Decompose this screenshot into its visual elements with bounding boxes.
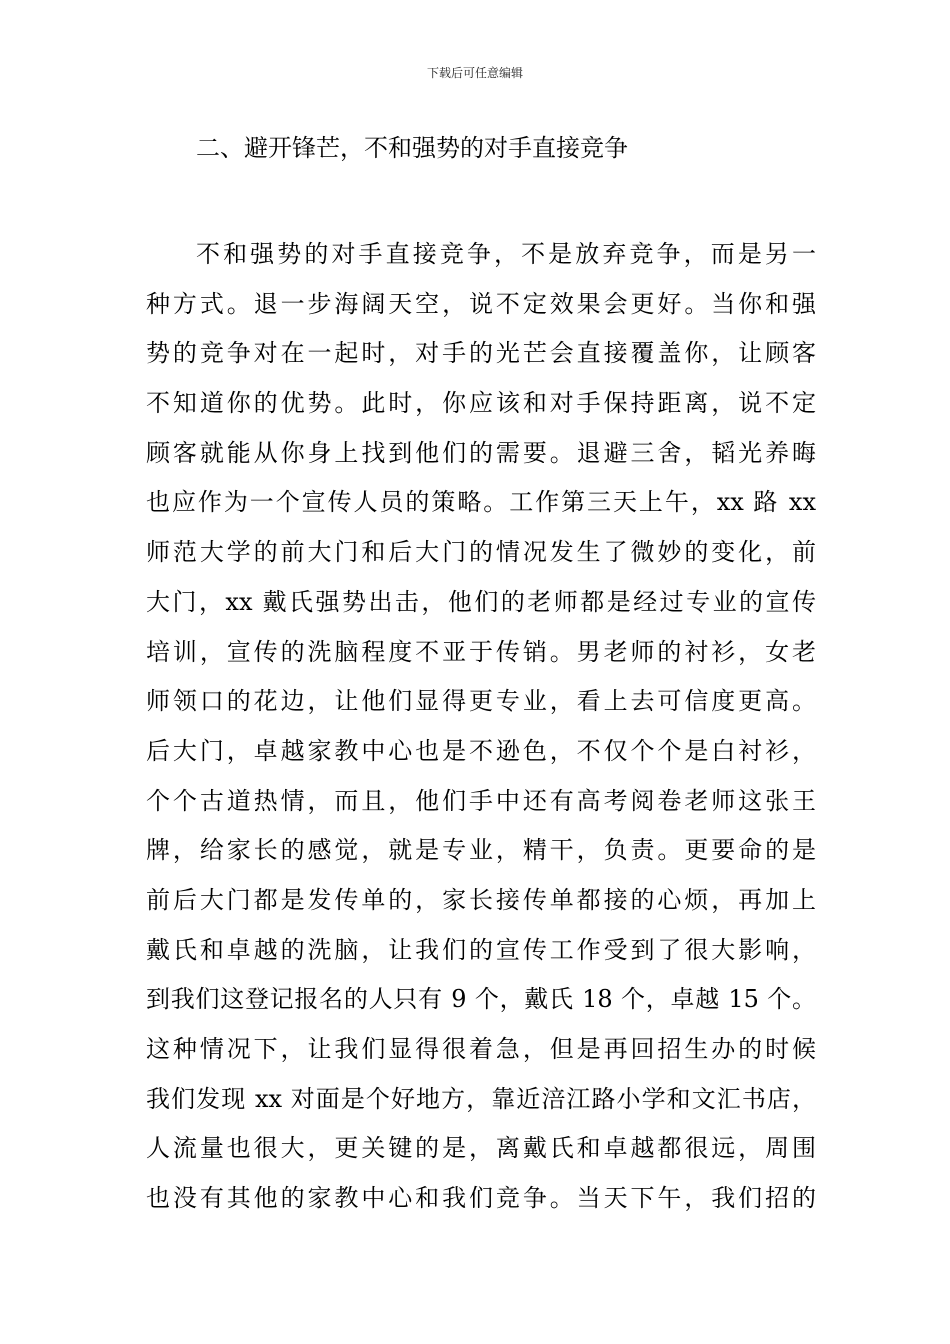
body-line: 师领口的花边，让他们显得更专业，看上去可信度更高。 <box>146 687 816 716</box>
body-line: 戴氏和卓越的洗脑，让我们的宣传工作受到了很大影响， <box>146 935 816 964</box>
body-line: 顾客就能从你身上找到他们的需要。退避三舍，韬光养晦 <box>146 438 816 467</box>
body-line: 到我们这登记报名的人只有 9 个，戴氏 18 个，卓越 15 个。 <box>146 985 816 1014</box>
body-line: 人流量也很大，更关键的是，离戴氏和卓越都很远，周围 <box>146 1134 816 1163</box>
body-line: 后大门，卓越家教中心也是不逊色，不仅个个是白衬衫， <box>146 736 816 765</box>
body-line: 势的竞争对在一起时，对手的光芒会直接覆盖你，让顾客 <box>146 339 816 368</box>
body-line: 大门，xx 戴氏强势出击，他们的老师都是经过专业的宣传 <box>146 587 816 616</box>
body-line: 培训，宣传的洗脑程度不亚于传销。男老师的衬衫，女老 <box>146 637 816 666</box>
body-line: 个个古道热情，而且，他们手中还有高考阅卷老师这张王 <box>146 786 816 815</box>
page-header: 下载后可任意编辑 <box>426 66 523 80</box>
body-line: 种方式。退一步海阔天空，说不定效果会更好。当你和强 <box>146 289 816 318</box>
body-line: 牌，给家长的感觉，就是专业，精干，负责。更要命的是 <box>146 836 816 865</box>
body-line: 我们发现 xx 对面是个好地方，靠近涪江路小学和文汇书店， <box>146 1084 816 1113</box>
body-line: 也应作为一个宣传人员的策略。工作第三天上午，xx 路 xx <box>146 488 816 517</box>
body-line: 这种情况下，让我们显得很着急，但是再回招生办的时候 <box>146 1035 816 1063</box>
body-line: 前后大门都是发传单的，家长接传单都接的心烦，再加上 <box>146 885 816 914</box>
body-paragraph <box>146 230 816 1224</box>
section-heading: 二、避开锋芒，不和强势的对手直接竞争 <box>196 134 628 162</box>
body-line: 不和强势的对手直接竞争，不是放弃竞争，而是另一 <box>196 240 816 268</box>
body-line: 师范大学的前大门和后大门的情况发生了微妙的变化，前 <box>146 538 816 567</box>
body-line: 也没有其他的家教中心和我们竞争。当天下午，我们招的 <box>146 1184 816 1213</box>
body-line: 不知道你的优势。此时，你应该和对手保持距离，说不定 <box>146 389 816 418</box>
